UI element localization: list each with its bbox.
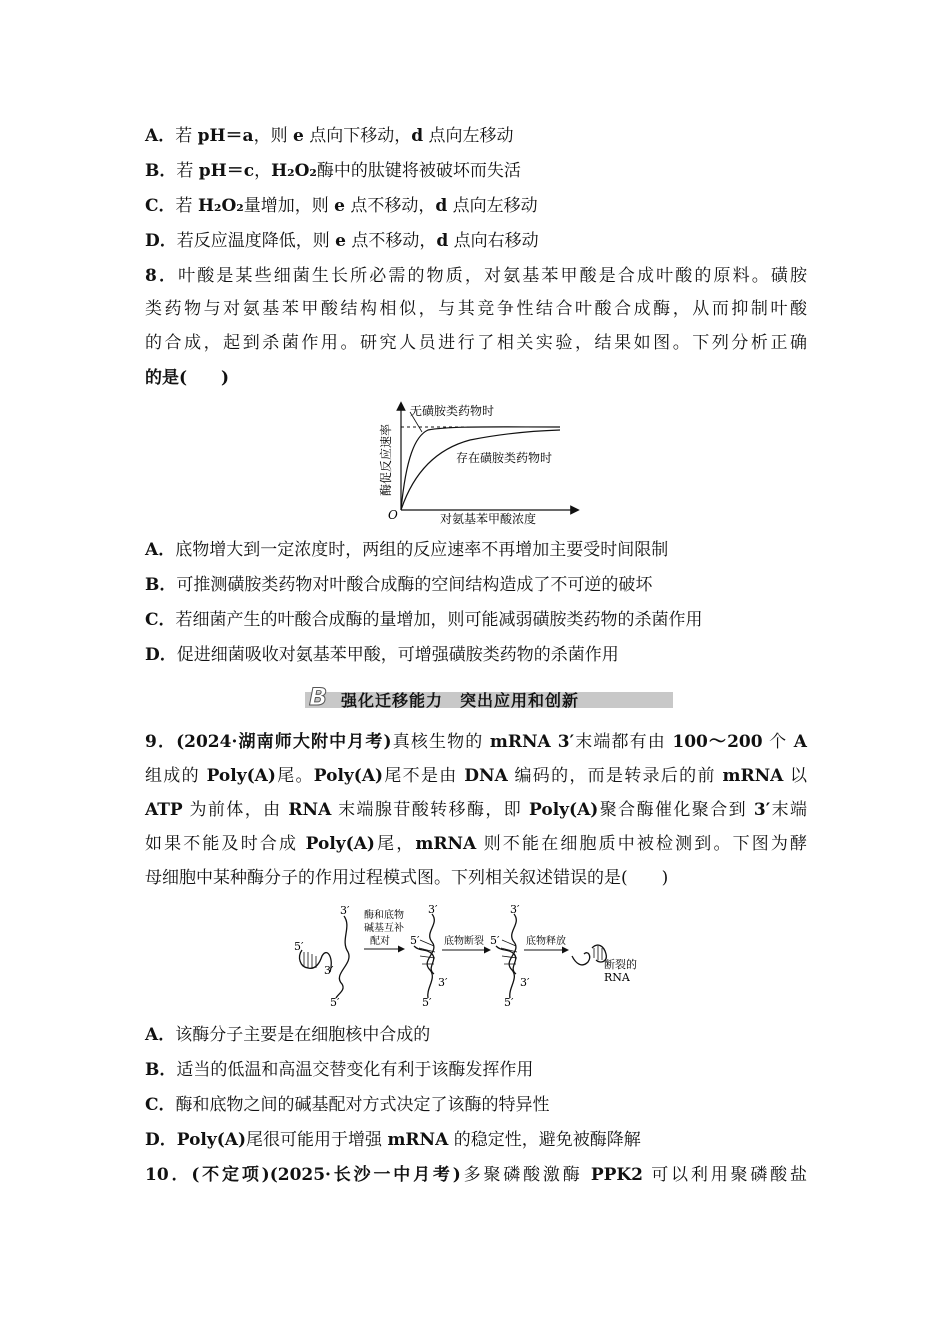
stage1-enzyme-strand [336,916,349,998]
q9-option-c: C．酶和底物之间的碱基配对方式决定了该酶的特异性 [145,1095,550,1115]
stage1-3prime-top: 3′ [340,904,350,917]
pair-label-1: 酶和底物 [364,910,404,921]
chart-ylabel: 酶促反应速率 [379,423,393,496]
pair-label-2: 碱基互补 [364,923,404,934]
stage2-substrate-strand [414,946,434,974]
q10-stem-line-1: 10．(不定项)(2025·长沙一中月考)多聚磷酸激酶 PPK2 可以利用聚磷酸盐 [145,1165,808,1185]
section-badge-letter: B [309,683,328,711]
stage1-substrate-hatch [304,952,316,968]
q9-ribozyme-diagram [292,902,658,1008]
result-label-2: RNA [604,971,630,984]
result-label-1: 断裂的 [604,958,637,971]
stage2-3prime-right: 3′ [438,976,448,989]
curve-with-sulfonamide [401,430,560,510]
broken-rna-fragment-1 [572,953,590,965]
pair-label-3: 配对 [370,936,390,947]
chart-label-top: 无磺胺类药物时 [410,404,495,418]
stage2-3prime-top: 3′ [428,903,438,916]
broken-rna-hatch [594,946,602,960]
section-title: 强化迁移能力 突出应用和创新 [341,691,580,710]
chart-xlabel: 对氨基苯甲酸浓度 [440,512,537,526]
stage2-5prime-bottom: 5′ [422,996,432,1008]
q9-stem-line-4: 如果不能及时合成 Poly(A)尾，mRNA 则不能在细胞质中被检测到。下图为酵 [145,834,808,854]
q7-option-d: D．若反应温度降低，则 e 点不移动，d 点向右移动 [145,231,539,251]
q8-option-c: C．若细菌产生的叶酸合成酶的量增加，则可能减弱磺胺类药物的杀菌作用 [145,610,703,630]
q8-stem-line-2: 类药物与对氨基苯甲酸结构相似，与其竞争性结合叶酸合成酶，从而抑制叶酸 [145,299,807,319]
stage3-5prime-bottom: 5′ [504,996,514,1008]
stage1-5prime-left: 5′ [294,940,304,953]
stage1-3prime-right: 3′ [324,964,334,977]
q9-stem-line-3: ATP 为前体，由 RNA 末端腺苷酸转移酶，即 Poly(A)聚合酶催化聚合到 3′末端 [145,800,808,820]
q9-stem-line-2: 组成的 Poly(A)尾。Poly(A)尾不是由 DNA 编码的，而是转录后的前 mRNA 以 [145,766,808,786]
q9-option-a: A．该酶分子主要是在细胞核中合成的 [145,1025,431,1045]
chart-origin: O [388,508,398,522]
q8-option-d: D．促进细菌吸收对氨基苯甲酸，可增强磺胺类药物的杀菌作用 [145,645,619,665]
q8-stem-line-4: 的是( ) [145,368,230,388]
q9-stem-line-1: 9．(2024·湖南师大附中月考)真核生物的 mRNA 3′末端都有由 100～200 个 A [145,732,807,752]
chart-label-bottom: 存在磺胺类药物时 [456,451,553,465]
q8-option-a: A．底物增大到一定浓度时，两组的反应速率不再增加主要受时间限制 [145,540,669,560]
q7-option-c: C．若 H₂O₂量增加，则 e 点不移动，d 点向左移动 [145,196,538,216]
curve-no-sulfonamide [401,427,560,510]
section-banner [305,684,673,712]
q9-option-b: B．适当的低温和高温交替变化有利于该酶发挥作用 [145,1060,534,1080]
stage3-5prime-left: 5′ [490,934,500,947]
q9-stem-line-5: 母细胞中某种酶分子的作用过程模式图。下列相关叙述错误的是( ) [145,868,669,888]
stage3-3prime-top: 3′ [510,903,520,916]
stage3-substrate-strand [496,946,516,974]
stage2-5prime-left: 5′ [410,934,420,947]
q8-stem-line-3: 的合成，起到杀菌作用。研究人员进行了相关实验，结果如图。下列分析正确 [145,333,807,353]
q9-option-d: D．Poly(A)尾很可能用于增强 mRNA 的稳定性，避免被酶降解 [145,1130,641,1150]
q7-option-a: A．若 pH＝a，则 e 点向下移动，d 点向左移动 [145,126,514,146]
stage3-3prime-right: 3′ [520,976,530,989]
q8-rate-chart [370,398,585,528]
q7-option-b: B．若 pH＝c，H₂O₂酶中的肽键将被破坏而失活 [145,161,521,181]
q8-stem-line-1: 8．叶酸是某些细菌生长所必需的物质，对氨基苯甲酸是合成叶酸的原料。磺胺 [145,266,807,286]
stage1-5prime-bottom: 5′ [330,996,340,1008]
step3-label: 底物释放 [526,936,566,947]
step2-label: 底物断裂 [444,936,484,947]
q8-option-b: B．可推测磺胺类药物对叶酸合成酶的空间结构造成了不可逆的破坏 [145,575,653,595]
